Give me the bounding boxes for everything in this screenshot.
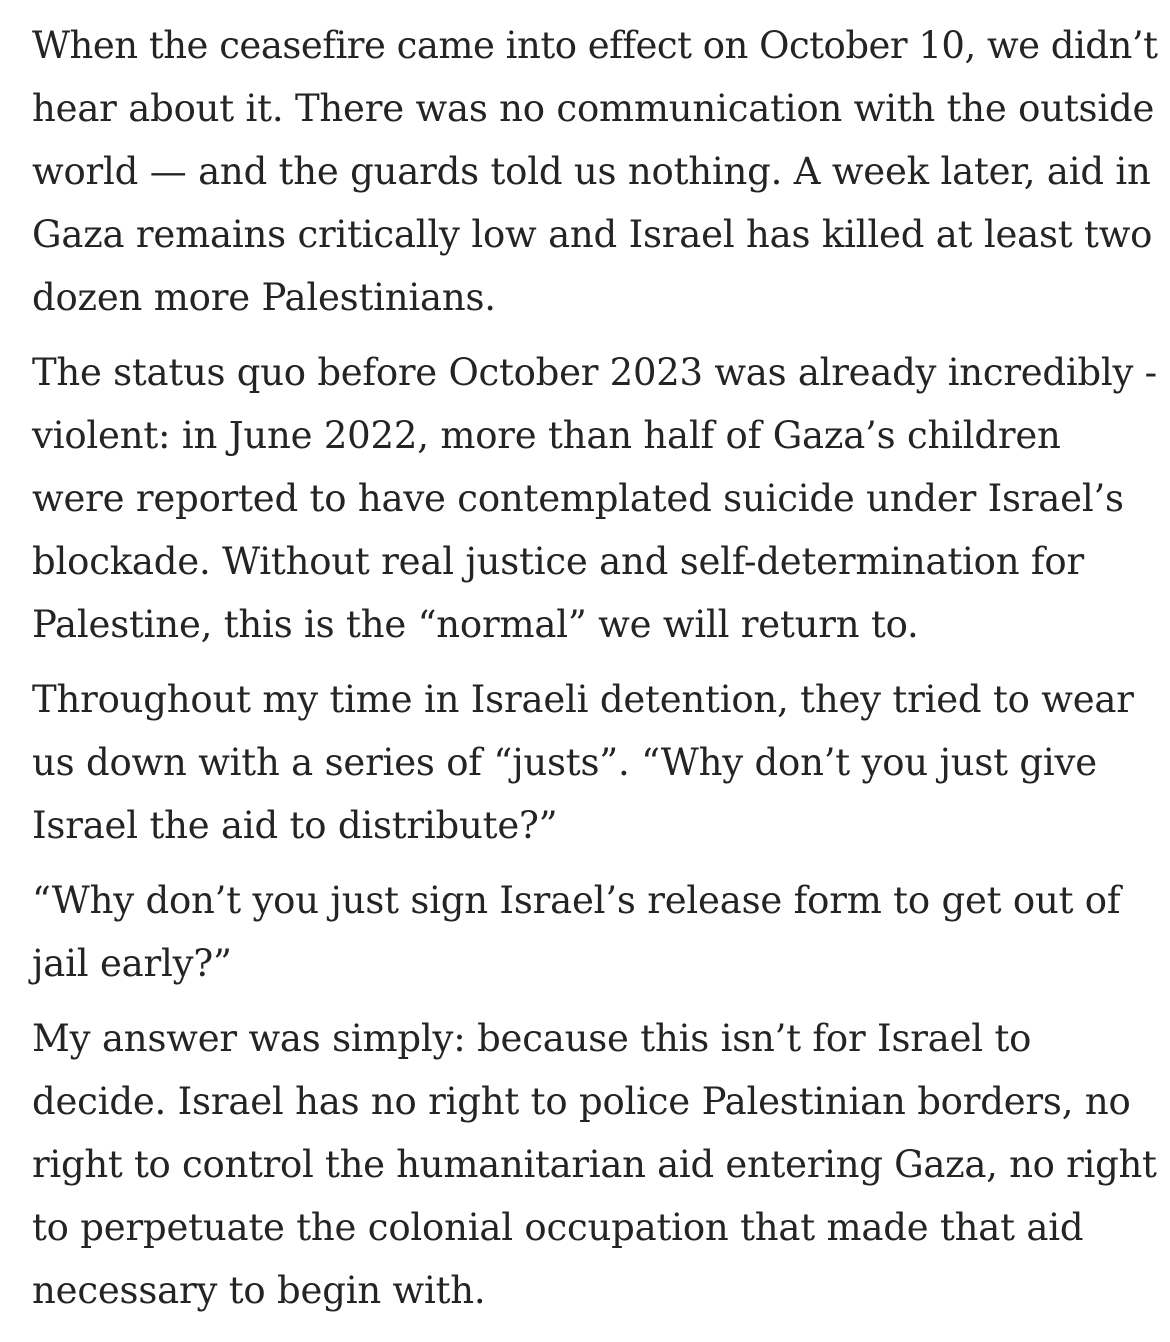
text-line: hear about it. There was no communication with the outside bbox=[32, 87, 1155, 130]
text-line: The status quo before October 2023 was already incredibly - bbox=[32, 351, 1157, 394]
text-line: violent: in June 2022, more than half of Gaza’s children bbox=[32, 414, 1061, 457]
text-line: When the ceasefire came into effect on October 10, we didn’t bbox=[32, 24, 1158, 67]
paragraph-answer bbox=[32, 1007, 1157, 1322]
text-line: right to control the humanitarian aid entering Gaza, no right bbox=[32, 1143, 1157, 1186]
paragraph-status-quo bbox=[32, 341, 1157, 656]
paragraph-release-form bbox=[32, 869, 1157, 995]
text-line: Gaza remains critically low and Israel has killed at least two bbox=[32, 213, 1153, 256]
text-line: Palestine, this is the “normal” we will return to. bbox=[32, 603, 919, 646]
text-line: “Why don’t you just sign Israel’s release form to get out of bbox=[32, 879, 1121, 922]
text-line: Throughout my time in Israeli detention, they tried to wear bbox=[32, 678, 1134, 721]
text-line: jail early?” bbox=[32, 942, 232, 985]
paragraph-detention bbox=[32, 668, 1157, 857]
text-line: dozen more Palestinians. bbox=[32, 276, 496, 319]
text-line: decide. Israel has no right to police Palestinian borders, no bbox=[32, 1080, 1131, 1123]
text-line: world — and the guards told us nothing. A week later, aid in bbox=[32, 150, 1151, 193]
text-line: to perpetuate the colonial occupation that made that aid bbox=[32, 1206, 1084, 1249]
text-line: Israel the aid to distribute?” bbox=[32, 804, 558, 847]
text-line: us down with a series of “justs”. “Why don’t you just give bbox=[32, 741, 1097, 784]
article-body bbox=[32, 14, 1157, 1334]
text-line: necessary to begin with. bbox=[32, 1269, 486, 1312]
text-line: My answer was simply: because this isn’t for Israel to bbox=[32, 1017, 1032, 1060]
text-line: were reported to have contemplated suicide under Israel’s bbox=[32, 477, 1124, 520]
text-line: blockade. Without real justice and self-determination for bbox=[32, 540, 1084, 583]
paragraph-ceasefire bbox=[32, 14, 1157, 329]
